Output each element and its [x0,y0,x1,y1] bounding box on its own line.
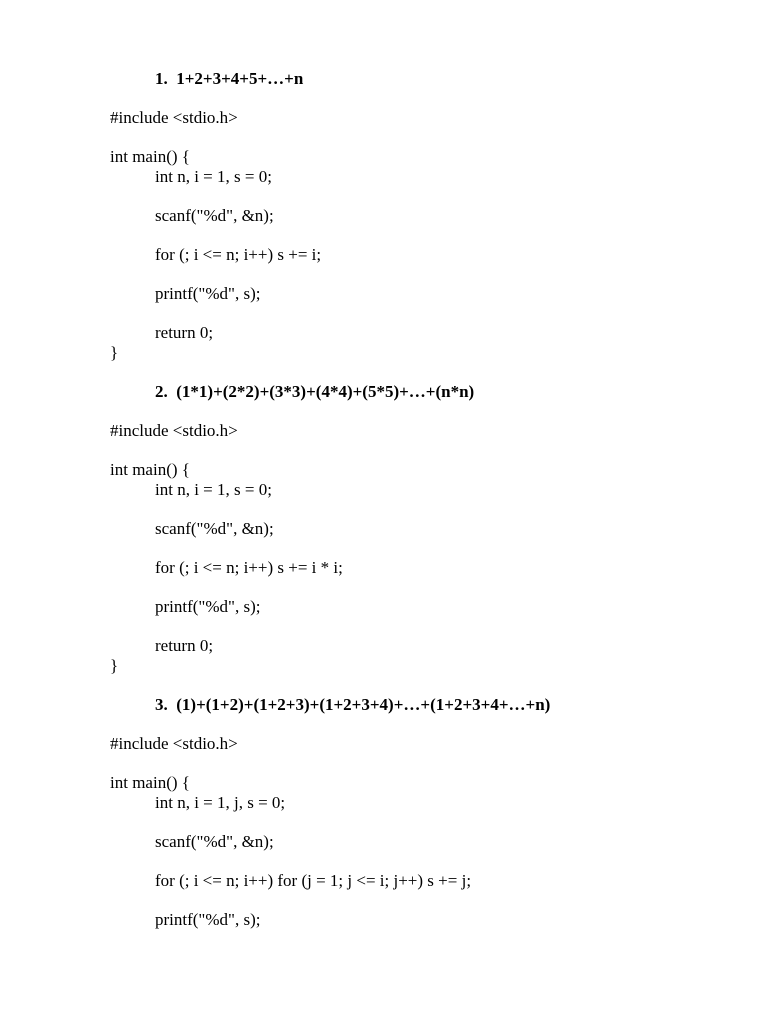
section-3-scanf: scanf("%d", &n); [155,832,274,851]
section-2-main-close: } [110,656,119,675]
section-1-scanf: scanf("%d", &n); [155,206,274,225]
section-2-loop: for (; i <= n; i++) s += i * i; [155,558,343,577]
section-3-heading: 3. (1)+(1+2)+(1+2+3)+(1+2+3+4)+…+(1+2+3+4+…+n) [155,695,551,714]
section-3-declaration: int n, i = 1, j, s = 0; [155,793,286,812]
section-2-main-open: int main() { [110,460,190,479]
section-1-return: return 0; [155,323,214,342]
section-1-include: #include <stdio.h> [110,108,238,127]
section-3-main-open: int main() { [110,773,190,792]
section-2-printf: printf("%d", s); [155,597,261,616]
section-1-heading: 1. 1+2+3+4+5+…+n [155,69,304,88]
section-3-include: #include <stdio.h> [110,734,238,753]
section-2-scanf: scanf("%d", &n); [155,519,274,538]
section-2-heading: 2. (1*1)+(2*2)+(3*3)+(4*4)+(5*5)+…+(n*n) [155,382,475,401]
section-1-loop: for (; i <= n; i++) s += i; [155,245,322,264]
section-1-main-open: int main() { [110,147,190,166]
section-2-include: #include <stdio.h> [110,421,238,440]
section-2-declaration: int n, i = 1, s = 0; [155,480,272,499]
section-1-main-close: } [110,343,119,362]
section-1-printf: printf("%d", s); [155,284,261,303]
section-3-loop: for (; i <= n; i++) for (j = 1; j <= i; j++) s += j; [155,871,472,890]
section-1-declaration: int n, i = 1, s = 0; [155,167,272,186]
section-2-return: return 0; [155,636,214,655]
section-3-printf: printf("%d", s); [155,910,261,929]
